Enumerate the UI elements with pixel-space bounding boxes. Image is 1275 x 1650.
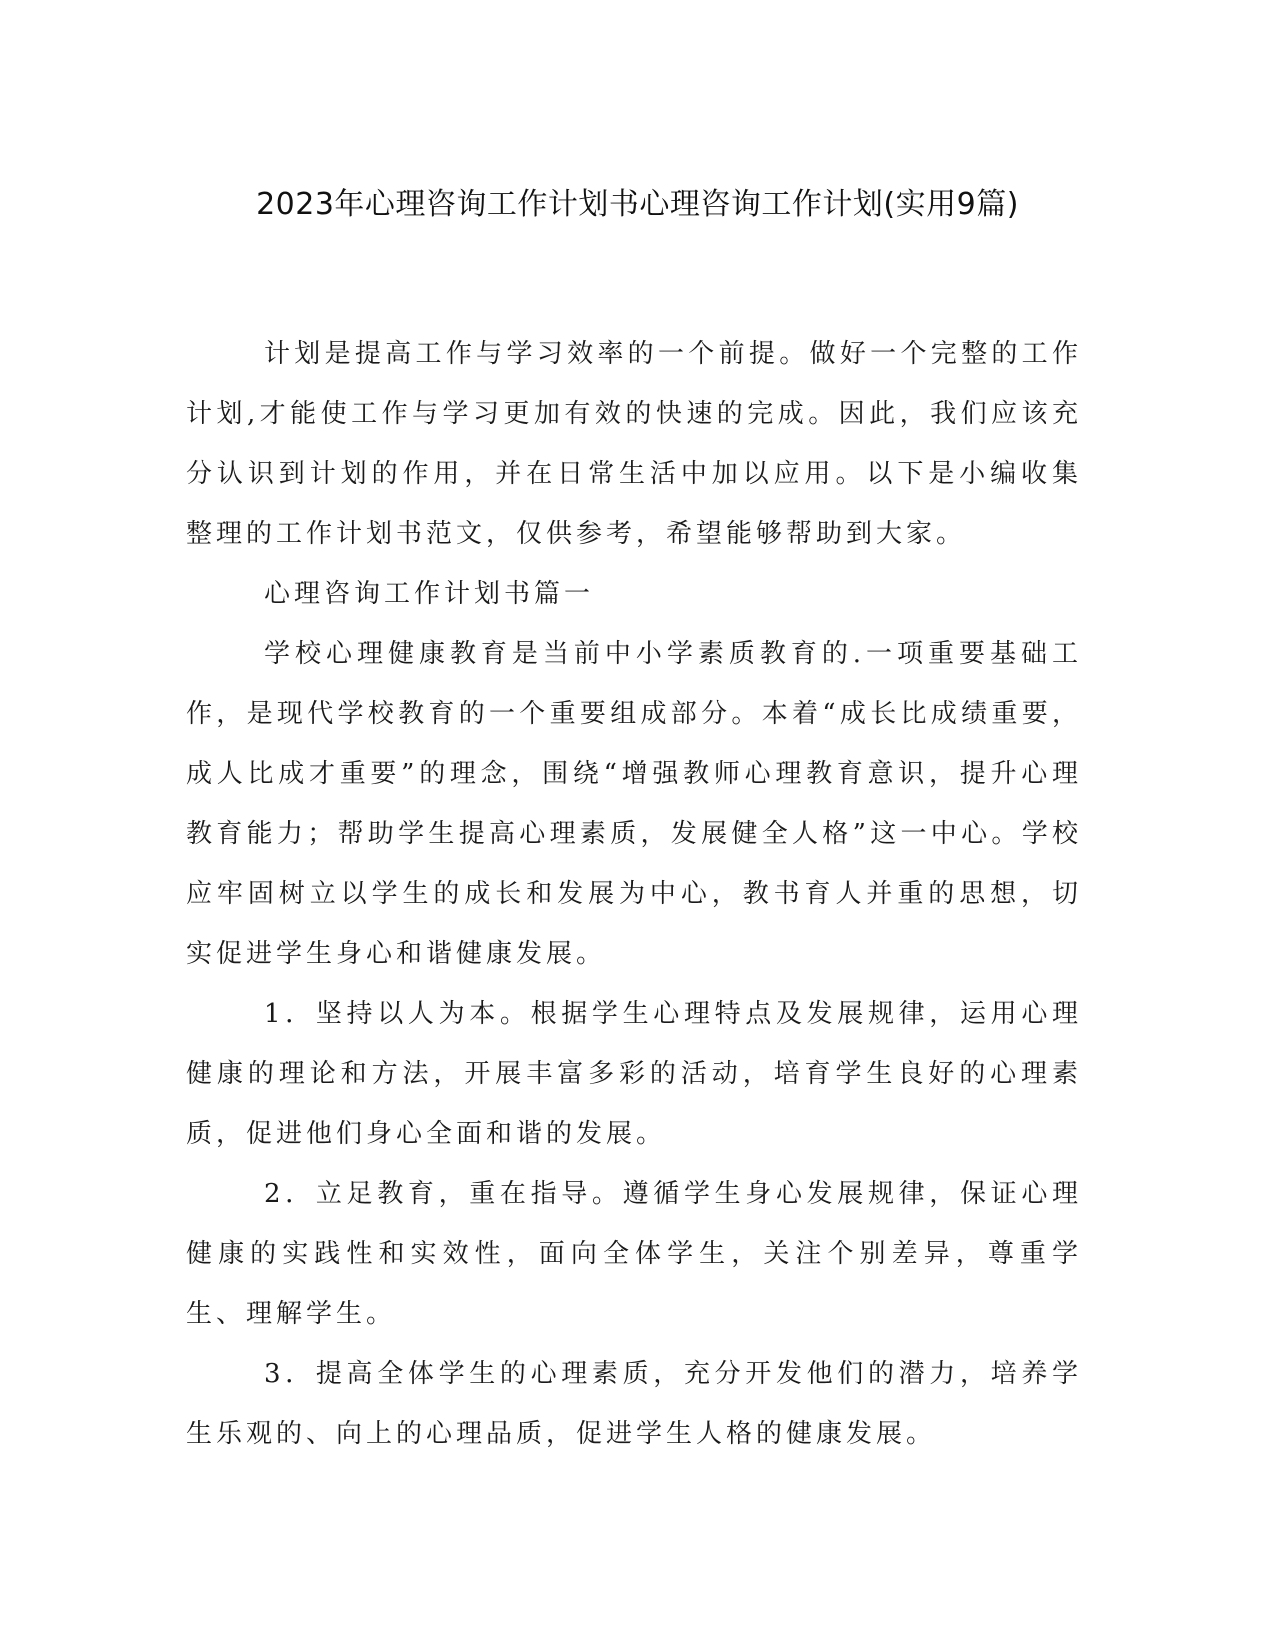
list-item-1: 1．坚持以人为本。根据学生心理特点及发展规律，运用心理健康的理论和方法，开展丰富多彩的活动，培育学生良好的心理素质，促进他们身心全面和谐的发展。 xyxy=(186,999,1082,1149)
section-heading: 心理咨询工作计划书篇一 xyxy=(264,579,595,609)
document-body xyxy=(186,324,1082,1464)
body-paragraph: 学校心理健康教育是当前中小学素质教育的.一项重要基础工作，是现代学校教育的一个重要组成部分。本着“成长比成绩重要，成人比成才重要”的理念，围绕“增强教师心理教育意识，提升心理教育能力；帮助学生提高心理素质，发展健全人格”这一中心。学校应牢固树立以学生的成长和发展为中心，教书育人并重的思想，切实促进学生身心和谐健康发展。 xyxy=(186,639,1082,969)
document-title: 2023年心理咨询工作计划书心理咨询工作计划(实用9篇) xyxy=(256,187,1019,222)
list-item-2: 2．立足教育，重在指导。遵循学生身心发展规律，保证心理健康的实践性和实效性，面向全体学生，关注个别差异，尊重学生、理解学生。 xyxy=(186,1179,1082,1329)
intro-paragraph: 计划是提高工作与学习效率的一个前提。做好一个完整的工作计划,才能使工作与学习更加有效的快速的完成。因此，我们应该充分认识到计划的作用，并在日常生活中加以应用。以下是小编收集整理的工作计划书范文，仅供参考，希望能够帮助到大家。 xyxy=(186,339,1082,549)
list-item-3: 3．提高全体学生的心理素质，充分开发他们的潜力，培养学生乐观的、向上的心理品质，促进学生人格的健康发展。 xyxy=(186,1359,1082,1449)
